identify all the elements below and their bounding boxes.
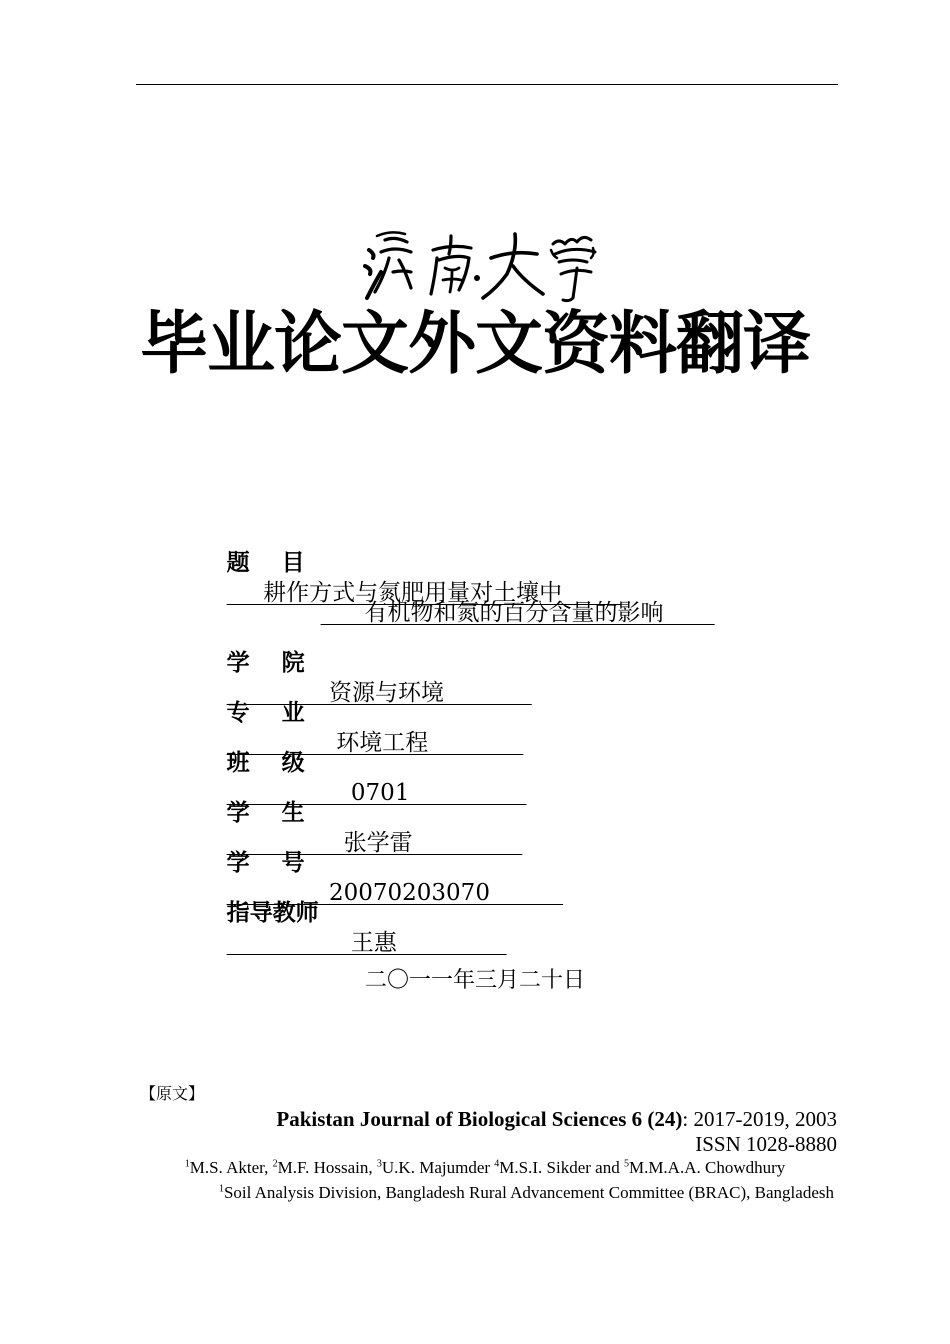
major-value: 环境工程 <box>226 730 524 756</box>
author-affiliation <box>219 1182 834 1204</box>
author-3-sup: 3 <box>376 1158 382 1170</box>
author-5: M.M.A.A. Chowdhury <box>628 1158 786 1177</box>
author-list <box>0 1157 950 1179</box>
advisor-value: 王惠 <box>226 930 507 956</box>
affiliation-text: Soil Analysis Division, Bangladesh Rural Advancement Committee (BRAC), Bangladesh <box>223 1183 834 1202</box>
advisor-label: 指导教师 <box>226 900 319 926</box>
author-1: M.S. Akter, <box>189 1158 273 1177</box>
student-value: 张学雷 <box>226 830 523 856</box>
author-5-sup: 5 <box>623 1158 629 1170</box>
affiliation-sup: 1 <box>218 1183 224 1195</box>
journal-pages: : 2017-2019, 2003 <box>682 1107 837 1131</box>
journal-name: Pakistan Journal of Biological Sciences 6 (24) <box>276 1107 683 1131</box>
author-2: M.F. Hossain, <box>277 1158 377 1177</box>
document-date: 二〇一一年三月二十日 <box>364 968 585 993</box>
topic-value-line2: 有机物和氮的百分含量的影响 <box>320 600 715 626</box>
journal-issn: ISSN 1028-8880 <box>695 1132 837 1156</box>
author-1-sup: 1 <box>184 1158 190 1170</box>
student-label: 学 生 <box>226 800 305 826</box>
journal-citation <box>276 1106 837 1132</box>
header-rule <box>136 84 838 85</box>
author-4-sup: 4 <box>494 1158 500 1170</box>
major-label: 专 业 <box>226 700 305 726</box>
student-id-value: 20070203070 <box>226 880 564 906</box>
class-label: 班 级 <box>226 750 305 776</box>
topic-value-line1: 耕作方式与氮肥用量对土壤中 <box>226 580 621 606</box>
class-value: 0701 <box>226 780 527 806</box>
author-4: M.S.I. Sikder and <box>499 1158 624 1177</box>
author-2-sup: 2 <box>272 1158 278 1170</box>
college-value: 资源与环境 <box>226 680 532 706</box>
student-id-label: 学 号 <box>226 850 305 876</box>
college-label: 学 院 <box>226 650 305 676</box>
author-3: U.K. Majumder <box>381 1158 495 1177</box>
field-advisor <box>212 868 507 958</box>
original-text-label: 【原文】 <box>140 1084 205 1103</box>
university-logo <box>355 228 605 308</box>
document-title: 毕业论文外文资料翻译 <box>139 305 810 384</box>
topic-label: 题 目 <box>226 550 305 576</box>
